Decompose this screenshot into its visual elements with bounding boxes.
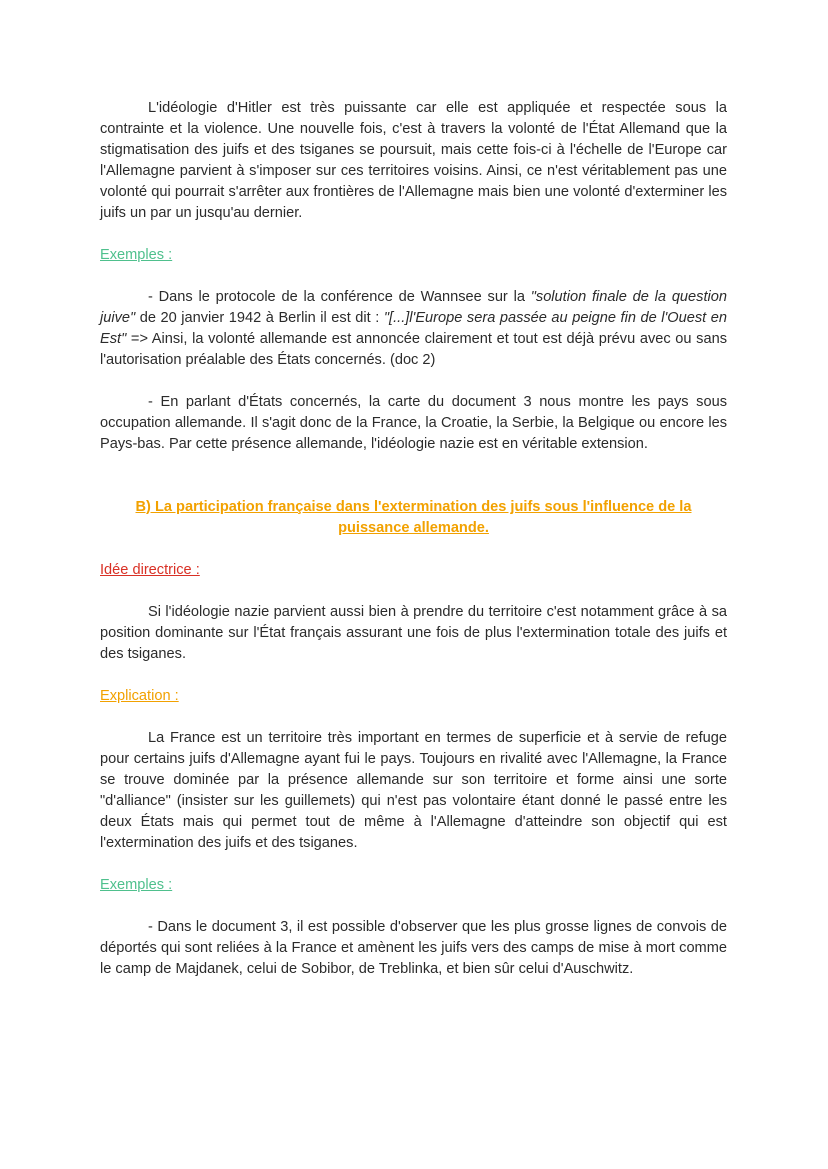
document-page: [100, 98, 727, 980]
examples-label: Exemples :: [100, 877, 173, 893]
section-heading: B) La participation française dans l'extermination des juifs sous l'influence de la puissance allemande.: [135, 499, 692, 536]
idee-directrice-label: Idée directrice :: [100, 562, 200, 578]
explication-paragraph: La France est un territoire très important en termes de superficie et à servie de refuge pour certains juifs d'Allemagne ayant fui le pays. Toujours en rivalité avec l'Allemagne, la France se trouve dominée par la présence allemande sur son territoire et forme ainsi une sorte "d'alliance" (insister sur les guillemets) qui n'est pas volontaire étant donné le passé entre les deux États mais qui permet tout de même à l'Allemagne d'atteindre son objectif qui est l'extermination des juifs et des tsiganes.: [100, 730, 727, 851]
example-paragraph-wannsee: - Dans le protocole de la conférence de Wannsee sur la "solution finale de la question juive" de 20 janvier 1942 à Berlin il est dit : "[...]l'Europe sera passée au peigne fin de l'Ouest en Est" => Ainsi, la volonté allemande est annoncée clairement et tout est déjà prévu avec ou sans l'autorisation préalable des États concernés. (doc 2): [100, 289, 727, 368]
explication-label: Explication :: [100, 688, 179, 704]
example-paragraph-occupation: - En parlant d'États concernés, la carte du document 3 nous montre les pays sous occupation allemande. Il s'agit donc de la France, la Croatie, la Serbie, la Belgique ou encore les Pays-bas. Par cette présence allemande, l'idéologie nazie est en véritable extension.: [100, 394, 727, 452]
example-paragraph-convois: - Dans le document 3, il est possible d'observer que les plus grosse lignes de convois de déportés qui sont reliées à la France et amènent les juifs vers des camps de mise à mort comme le camp de Majdanek, celui de Sobibor, de Treblinka, et bien sûr celui d'Auschwitz.: [100, 919, 727, 977]
idee-directrice-paragraph: Si l'idéologie nazie parvient aussi bien à prendre du territoire c'est notamment grâce à sa position dominante sur l'État français assurant une fois de plus l'extermination totale des juifs et des tsiganes.: [100, 604, 727, 662]
intro-paragraph: L'idéologie d'Hitler est très puissante car elle est appliquée et respectée sous la contrainte et la violence. Une nouvelle fois, c'est à travers la volonté de l'État Allemand que la stigmatisation des juifs et des tsiganes se poursuit, mais cette fois-ci à l'échelle de l'Europe car l'Allemagne parvient à s'imposer sur ces territoires voisins. Ainsi, ce n'est véritablement pas une volonté qui pourrait s'arrêter aux frontières de l'Allemagne mais bien une volonté d'exterminer les juifs un par un jusqu'au dernier.: [100, 100, 727, 221]
examples-label: Exemples :: [100, 247, 173, 263]
